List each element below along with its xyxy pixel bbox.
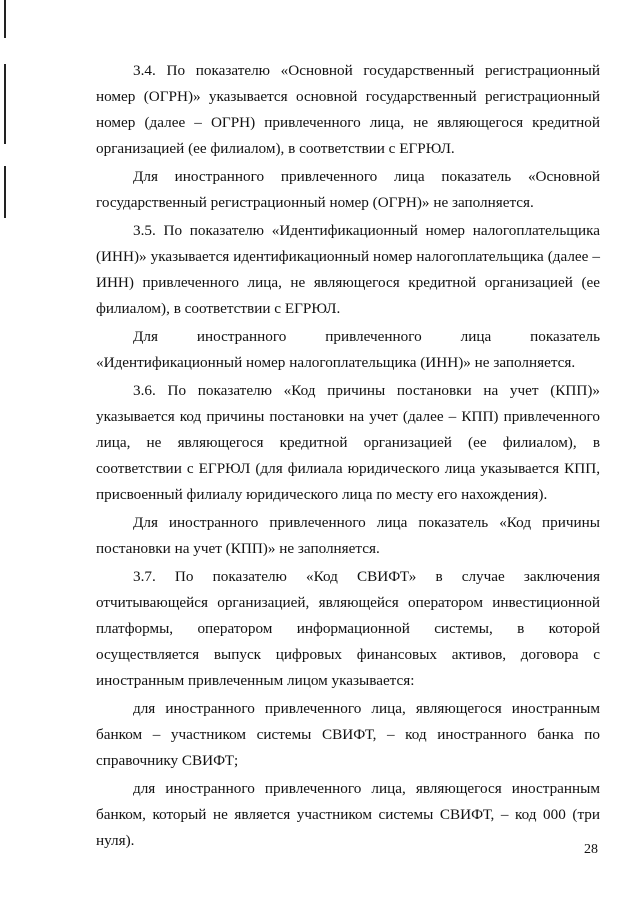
paragraph-3-4-foreign: Для иностранного привлеченного лица показатель «Основной государственный регистрационный номер (ОГРН)» не заполняется. (96, 168, 600, 211)
paragraph-3-7: 3.7. По показателю «Код СВИФТ» в случае заключения отчитывающейся организацией, являющейся оператором инвестиционной платформы, оператором информационной системы, в которой осуществляется выпуск цифровых финансовых активов, договора с иностранным привлеченным лицом указывается: (96, 568, 600, 689)
document-body (96, 58, 600, 854)
page-number: 28 (584, 842, 598, 857)
paragraph-3-6: 3.6. По показателю «Код причины постановки на учет (КПП)» указывается код причины постановки на учет (далее – КПП) привлеченного лица, не являющегося кредитной организацией (ее филиалом), в соответствии с ЕГРЮЛ (для филиала юридического лица указывается КПП, присвоенный филиалу юридического лица по месту его нахождения). (96, 382, 600, 503)
scan-edge-mark (4, 166, 6, 218)
scan-edge-mark (4, 0, 6, 38)
paragraph-3-4: 3.4. По показателю «Основной государственный регистрационный номер (ОГРН)» указывается основной государственный регистрационный номер (далее – ОГРН) привлеченного лица, не являющегося кредитной организацией (ее филиалом), в соответствии с ЕГРЮЛ. (96, 62, 600, 157)
paragraph-3-5-foreign: Для иностранного привлеченного лица показатель «Идентификационный номер налогоплательщика (ИНН)» не заполняется. (96, 328, 600, 371)
paragraph-3-7-swift-member: для иностранного привлеченного лица, являющегося иностранным банком – участником системы СВИФТ, – код иностранного банка по справочнику СВИФТ; (96, 700, 600, 769)
paragraph-3-6-foreign: Для иностранного привлеченного лица показатель «Код причины постановки на учет (КПП)» не заполняется. (96, 514, 600, 557)
paragraph-3-5: 3.5. По показателю «Идентификационный номер налогоплательщика (ИНН)» указывается идентификационный номер налогоплательщика (далее – ИНН) привлеченного лица, не являющегося кредитной организацией (ее филиалом), в соответствии с ЕГРЮЛ. (96, 222, 600, 317)
scan-edge-mark (4, 64, 6, 144)
paragraph-3-7-non-swift: для иностранного привлеченного лица, являющегося иностранным банком, который не является участником системы СВИФТ, – код 000 (три нуля). (96, 780, 600, 849)
